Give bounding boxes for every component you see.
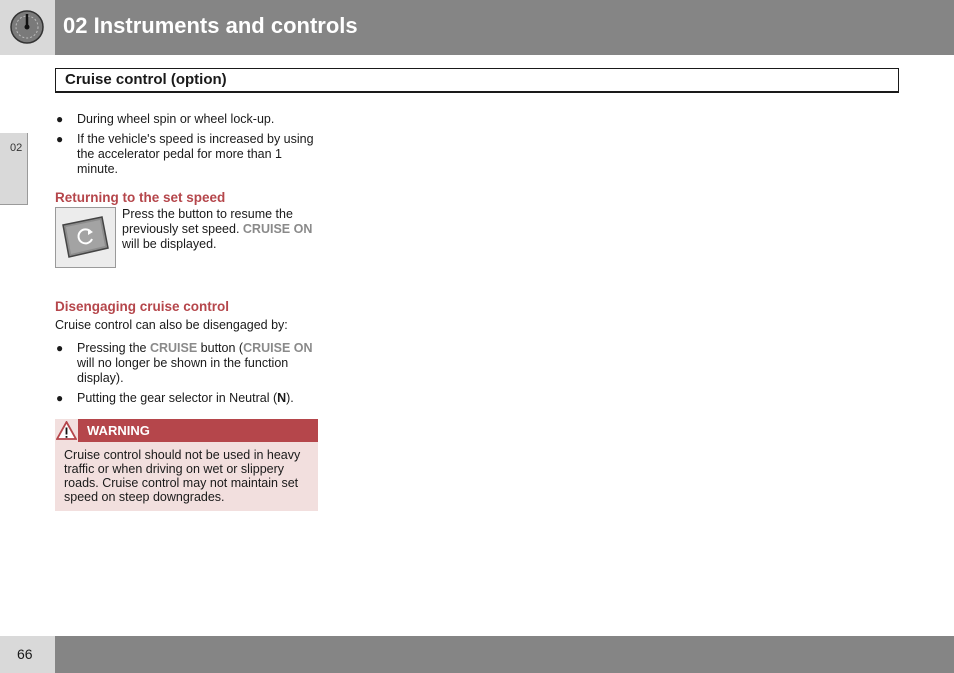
bullet-icon: ●: [56, 112, 64, 126]
footer-bar: [0, 636, 954, 673]
resume-button-icon: [56, 208, 115, 267]
header-bar: [0, 0, 954, 55]
disengage-bullet-list: [55, 341, 319, 406]
cruise-on-indicator-text: CRUISE ON: [242, 222, 313, 236]
warning-text: Cruise control should not be used in heavy traffic or when driving on wet or slippery roads. Cruise control may not maintain set speed on steep downgrades.: [55, 442, 318, 511]
disengaging-heading: Disengaging cruise control: [55, 299, 230, 314]
chapter-number: 02: [10, 142, 23, 154]
intro-bullet-list: [55, 112, 319, 177]
warning-icon-box: [55, 419, 78, 442]
bullet-icon: ●: [56, 391, 64, 405]
returning-heading: Returning to the set speed: [55, 190, 226, 205]
resume-button-illustration: [55, 207, 116, 268]
page-number-box: [0, 636, 55, 673]
warning-label: WARNING: [87, 423, 150, 438]
bullet-icon: ●: [56, 341, 64, 355]
page-title: 02 Instruments and controls: [63, 13, 358, 38]
section-title-bar: [55, 68, 899, 93]
chapter-side-tab: [0, 133, 28, 205]
bullet-icon: ●: [56, 132, 64, 146]
list-item: ● Putting the gear selector in Neutral (N).: [56, 391, 294, 405]
list-item: ● Pressing the CRUISE button (CRUISE ON will no longer be shown in the function display).: [56, 341, 313, 385]
list-item: ● During wheel spin or wheel lock-up.: [56, 112, 275, 126]
warning-box: [55, 419, 318, 511]
list-item: ● If the vehicle's speed is increased by using the accelerator pedal for more than 1 minute.: [56, 132, 314, 176]
main-content: [55, 112, 319, 511]
resume-text: Press the button to resume the previously set speed. CRUISE ON will be displayed.: [122, 207, 313, 251]
warning-triangle-icon: [56, 421, 77, 440]
speedometer-icon: [9, 9, 45, 45]
page-number: 66: [17, 646, 33, 662]
resume-instruction: [55, 207, 319, 269]
chapter-icon-box: [0, 0, 55, 55]
warning-header: [55, 419, 318, 442]
section-title: Cruise control (option): [65, 71, 227, 88]
disengaging-intro: Cruise control can also be disengaged by:: [55, 318, 288, 332]
